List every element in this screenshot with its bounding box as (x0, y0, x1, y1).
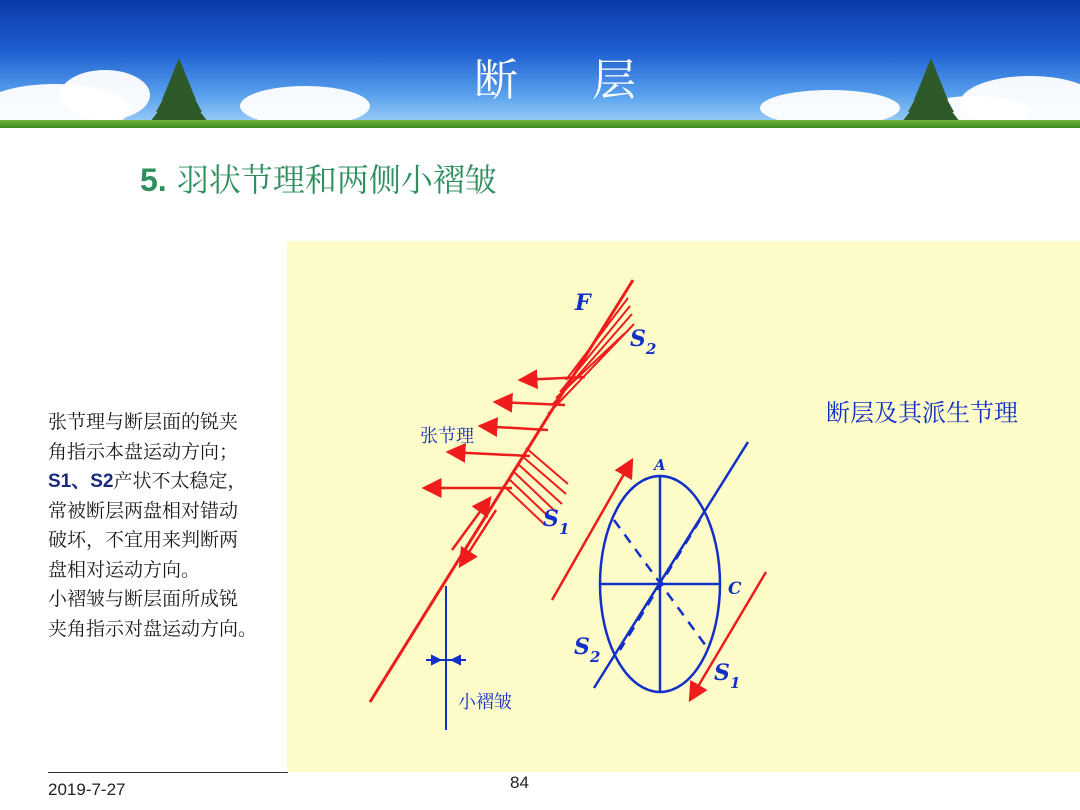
label-s1-ell: S (714, 660, 730, 686)
diagram-caption: 断层及其派生节理 (826, 399, 1018, 427)
label-s2-ell: S (574, 634, 590, 660)
note-line: 夹角指示对盘运动方向。 (48, 617, 258, 640)
fault-slip-arrow-right (460, 510, 496, 566)
slide-title: 断 层 (474, 55, 666, 106)
label-s1-ell-sub: 1 (730, 674, 741, 692)
subtitle-text: 羽状节理和两侧小褶皱 (176, 161, 497, 199)
explanation-text (48, 408, 298, 644)
page-number: 84 (510, 773, 529, 792)
label-s1-mid: S (543, 506, 559, 532)
strain-ellipse (594, 442, 748, 692)
label-s2-ell-sub: 2 (590, 648, 601, 666)
label-small-fold: 小褶皱 (458, 692, 512, 713)
note-line: 角指示本盘运动方向； (48, 440, 239, 463)
label-s2-top: S (630, 326, 646, 352)
label-A: A (654, 456, 666, 474)
note-line-rest: 产状不太稳定， (113, 470, 247, 492)
label-C: C (728, 579, 742, 599)
label-tension-joint: 张节理 (420, 426, 474, 447)
note-line: 张节理与断层面的锐夹 (48, 411, 239, 433)
label-F: F (575, 290, 591, 316)
label-s1-mid-sub: 1 (559, 520, 570, 538)
footer-date: 2019-7-27 (48, 780, 126, 799)
note-line: 破坏，不宜用来判断两 (48, 529, 239, 551)
label-s2-top-sub: 2 (646, 340, 657, 358)
note-line: 小褶皱与断层面所成锐 (48, 588, 239, 610)
subtitle-number: 5. (140, 162, 167, 198)
note-bold-s1-s2: S1、S2 (48, 471, 114, 492)
note-line: 常被断层两盘相对错动 (48, 499, 239, 522)
note-line: 盘相对运动方向。 (48, 558, 201, 581)
footer-divider (48, 772, 288, 773)
note-line (48, 467, 298, 497)
